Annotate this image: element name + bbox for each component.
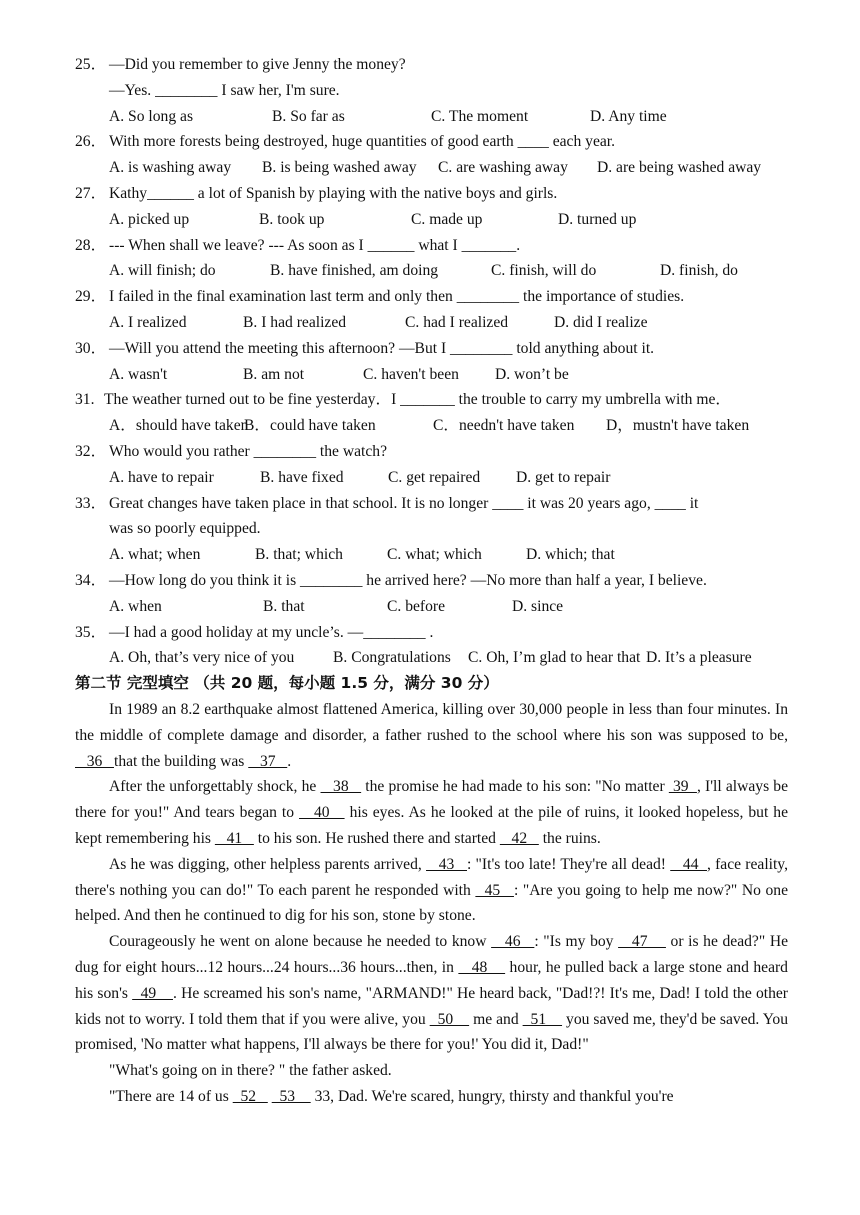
option-b: B. So far as [272,107,345,125]
question-number: 32． [75,443,107,460]
option-c: C．needn't have taken [433,417,575,435]
question-stem: Great changes have taken place in that school. It is no longer ____ it was 20 years ago, ____ it [109,494,699,512]
option-a: A. is washing away [109,159,232,177]
passage-text: In 1989 an 8.2 earthquake almost flattened America, killing over 30,000 people in less than four minutes. In the middle of complete damage and disorder, a father rushed to the school where his son was supposed to be, [75,701,788,744]
question-stem-continued: was so poorly equipped. [109,520,261,538]
option-c: C. what; which [387,546,482,564]
passage-text: his eyes. As he looked at the pile of ruins, it looked hopeless, but he kept remembering his [75,804,788,847]
question-stem-continued: —Yes. ________ I saw her, I'm sure. [109,81,340,99]
option-d: D. which; that [526,546,615,564]
passage-text: . [287,752,292,770]
option-a: A. what; when [109,546,201,564]
passage-text: you saved me, they'd be saved. You promised, 'No matter what happens, I'll always be there for you!' You did it, Dad!" [75,1010,788,1054]
option-b: B. I had realized [243,314,347,331]
passage-text: As he was digging, other helpless parents arrived, [109,855,427,873]
option-d: D，mustn't have taken [606,417,750,435]
question-stem: —Will you attend the meeting this afternoon? —But I ________ told anything about it. [109,339,655,357]
question-stem: Who would you rather ________ the watch? [109,443,388,460]
cloze-blank: 39 [668,778,697,796]
option-b: B. is being washed away [262,159,417,177]
option-a: A. when [109,597,162,615]
option-b: B. that; which [255,546,343,564]
option-b: B. Congratulations [333,649,451,667]
option-c: C. The moment [431,107,529,125]
passage-paragraph [75,929,788,1058]
cloze-blank: 44 [670,855,707,873]
cloze-blank: 49 [132,984,173,1002]
passage-text: : "It's too late! They're all dead! [467,855,671,873]
cloze-blank: 37 [248,752,288,770]
option-c: C. haven't been [363,365,459,383]
option-d: D. won’t be [495,365,569,383]
option-a: A. wasn't [109,365,168,383]
passage-text: me and [469,1010,523,1028]
question-stem: --- When shall we leave? --- As soon as I ______ what I _______. [109,236,521,254]
question-number: 33． [75,494,107,512]
cloze-blank: 53 [271,1087,311,1105]
cloze-blank: 46 [491,933,535,951]
passage-text: or is he dead?" He dug for eight hours...12 hours...24 hours...36 hours...then, in [75,933,788,976]
question-number: 26． [75,133,107,151]
question-stem: With more forests being destroyed, huge quantities of good earth ____ each year. [109,133,616,151]
section-heading: 第二节 完型填空 （共 20 题，每小题 1.5 分，满分 30 分） [75,674,499,693]
option-b: B. that [263,597,305,615]
passage-paragraph [75,852,788,929]
option-a: A. I realized [109,314,187,331]
option-d: D. Any time [590,107,667,125]
passage-text: : "Is my boy [534,933,619,951]
option-d: D. are being washed away [597,159,762,177]
option-b: B. have finished, am doing [270,262,439,280]
passage-text: . He screamed his son's name, "ARMAND!" He heard back, "Dad!?! It's me, Dad! I told the other kids not to worry. I told them that if you were alive, you [75,984,788,1028]
question-number: 34． [75,572,107,589]
question-number: 25． [75,56,107,73]
option-d: D. did I realize [554,314,648,331]
passage-text: the promise he had made to his son: "No matter [361,778,669,796]
question-stem: Kathy______ a lot of Spanish by playing with the native boys and girls. [109,185,558,202]
question-stem: I failed in the final examination last term and only then ________ the importance of studies. [109,288,685,306]
question-stem: The weather turned out to be fine yesterday．I _______ the trouble to carry my umbrella with me． [104,391,732,409]
question-stem: —How long do you think it is ________ he arrived here? —No more than half a year, I believe. [109,572,707,589]
cloze-blank: 41 [214,829,254,847]
option-d: D. get to repair [516,468,611,486]
option-b: B. am not [243,365,305,383]
passage-text: , I'll always be there for you!" And tears began to [75,778,789,822]
question-number: 31. [75,391,95,409]
passage-text: hour, he pulled back a large stone and heard his son's [75,958,788,1002]
cloze-blank: 42 [499,829,539,847]
passage-text: to his son. He rushed there and started [253,829,500,847]
cloze-blank: 50 [429,1010,470,1028]
option-c: C. before [387,597,446,615]
option-a: A. Oh, that’s very nice of you [109,649,295,667]
passage-text: that the building was [113,752,249,770]
option-d: D. since [512,597,564,615]
cloze-blank: 52 [232,1087,268,1105]
option-a: A. have to repair [109,468,214,486]
passage-paragraph [75,697,788,774]
option-c: C. Oh, I’m glad to hear that [468,649,641,667]
option-c: C. made up [411,210,483,228]
cloze-blank: 43 [426,855,467,873]
option-c: C. finish, will do [491,262,597,280]
passage-text: "What's going on in there? " the father asked. [109,1062,392,1080]
question-number: 35． [75,623,107,641]
option-a: A. So long as [109,107,194,125]
cloze-blank: 51 [522,1010,563,1028]
passage-text: , face reality, there's nothing you can do!" To each parent he responded with [75,855,788,899]
option-a: A. will finish; do [109,262,216,280]
cloze-blank: 38 [320,778,362,796]
question-number: 29． [75,288,107,306]
option-c: C. get repaired [388,468,481,486]
option-c: C. had I realized [405,314,509,331]
cloze-blank: 45 [475,881,514,899]
passage-text: Courageously he went on alone because he needed to know [109,933,492,951]
passage-text: "There are 14 of us [109,1087,233,1105]
cloze-blank: 40 [299,804,345,822]
option-d: D. turned up [558,210,637,228]
option-a: A．should have taken [109,417,249,435]
passage-paragraph [75,1084,788,1110]
question-number: 30． [75,339,107,357]
option-c: C. are washing away [438,159,568,177]
passage-paragraph [75,1058,788,1084]
passage-paragraph [75,774,788,851]
question-number: 27． [75,185,107,202]
question-stem: —Did you remember to give Jenny the money? [109,56,406,73]
option-d: D. It’s a pleasure [646,649,752,667]
cloze-blank: 47 [618,933,666,951]
cloze-passage [75,697,788,1110]
option-b: B. have fixed [260,468,344,486]
question-stem: —I had a good holiday at my uncle’s. —________ . [109,623,434,641]
passage-text: : "Are you going to help me now?" No one helped. And then he continued to dig for his son, stone by stone. [75,881,789,925]
question-number: 28． [75,236,107,254]
passage-text: 33, Dad. We're scared, hungry, thirsty and thankful you're [310,1087,674,1105]
cloze-blank: 48 [458,958,506,976]
option-a: A. picked up [109,210,190,228]
option-d: D. finish, do [660,262,738,280]
cloze-blank: 36 [75,752,114,770]
passage-text: the ruins. [538,829,601,847]
option-b: B. took up [259,210,325,228]
option-b: B．could have taken [244,417,376,435]
passage-text: After the unforgettably shock, he [109,778,321,796]
